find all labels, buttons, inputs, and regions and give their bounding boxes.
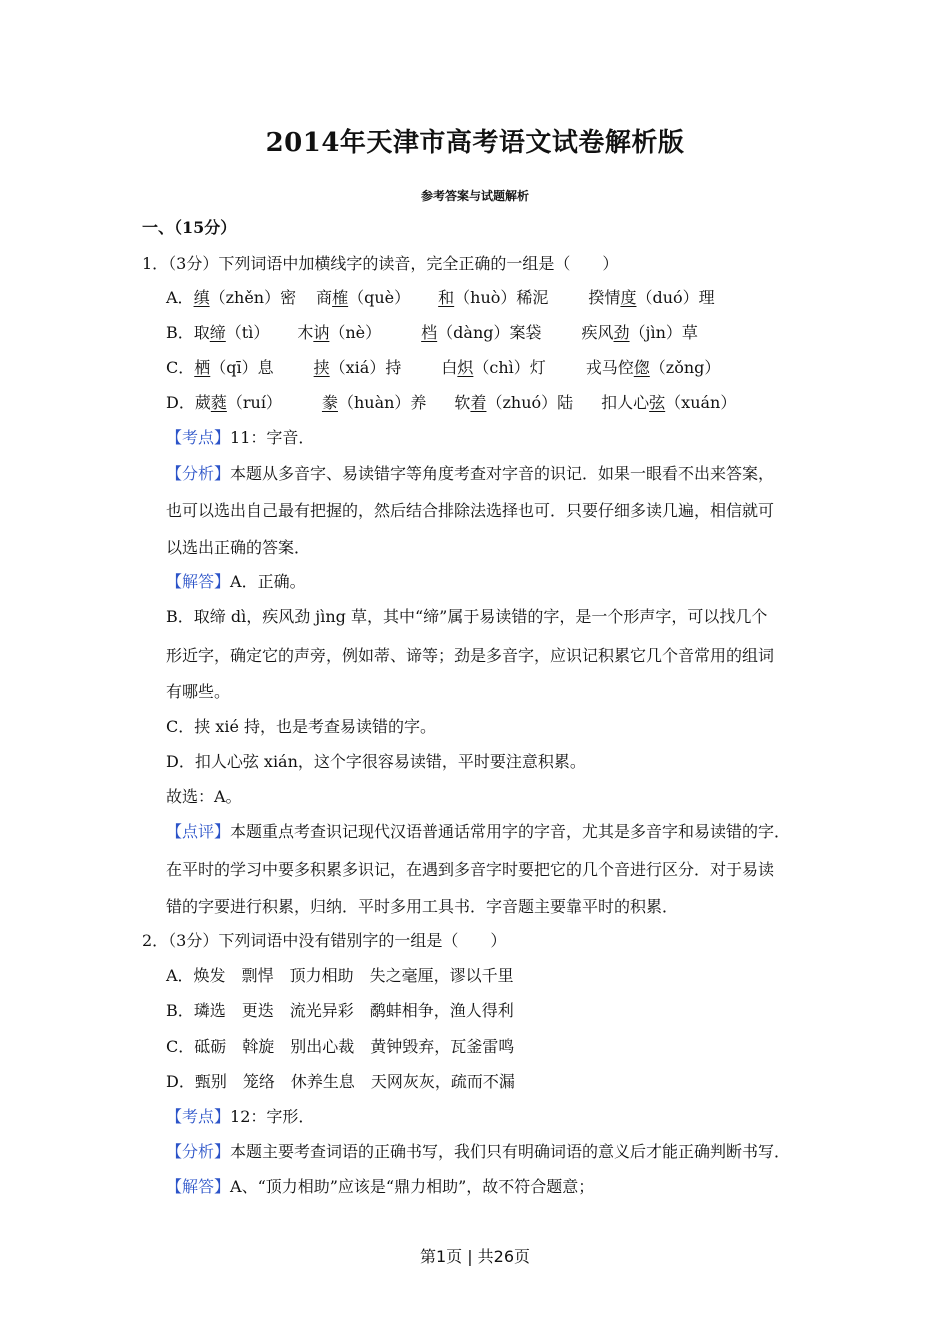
marked-char: 弦 xyxy=(649,393,666,412)
option-text: （chì）灯 xyxy=(473,358,546,377)
option-text: （ruí） xyxy=(226,393,282,412)
marked-char: 度 xyxy=(620,288,637,307)
fenxi-tag: 【分析】 xyxy=(166,1142,231,1161)
q1-option-b[interactable] xyxy=(166,323,698,343)
page-footer: 第1页 | 共26页 xyxy=(419,1247,531,1266)
fenxi-text: 本题从多音字、易读错字等角度考查对字音的识记．如果一眼看不出来答案， xyxy=(230,464,775,483)
q2-option-d[interactable] xyxy=(166,1072,515,1092)
q1-explain-b-line-2: 形近字，确定它的声旁，例如蒂、谛等；劲是多音字，应识记积累它几个音常用的组词 xyxy=(166,646,775,665)
option-text: 戎马倥 xyxy=(585,358,634,377)
marked-char: 和 xyxy=(438,288,455,307)
option-text: B．璘选 xyxy=(166,1001,226,1020)
q1-kaodian xyxy=(166,428,314,448)
option-text: （huò）稀泥 xyxy=(454,288,549,307)
option-text: 天网灰灰，疏而不漏 xyxy=(370,1072,515,1091)
option-text: 木 xyxy=(297,323,314,342)
jieda-text: A．正确。 xyxy=(230,572,306,591)
option-text: 软 xyxy=(454,393,471,412)
option-text: （zhuó）陆 xyxy=(486,393,574,412)
option-text: （què） xyxy=(348,288,411,307)
option-text: 别出心裁 xyxy=(290,1037,355,1056)
dianping-tag: 【点评】 xyxy=(166,822,231,841)
q1-fenxi-line-2: 也可以选出自己最有把握的，然后结合排除法选择也可．只要仔细多读几遍，相信就可 xyxy=(166,501,775,520)
option-text: 商 xyxy=(316,288,333,307)
q1-explain-b-line-1: B．取缔 dì，疾风劲 jìng 草，其中“缔”属于易读错的字，是一个形声字，可以找几个 xyxy=(166,607,768,626)
marked-char: 榷 xyxy=(332,288,349,307)
q1-dianping-line-2: 在平时的学习中要多积累多识记，在遇到多音字时要把它的几个音进行区分．对于易读 xyxy=(166,860,775,879)
option-text: （duó）理 xyxy=(636,288,715,307)
marked-char: 挟 xyxy=(313,358,330,377)
q1-fenxi xyxy=(166,464,774,484)
marked-char: 缔 xyxy=(209,323,226,342)
q2-option-c[interactable] xyxy=(166,1037,514,1057)
q2-jieda xyxy=(166,1177,594,1197)
option-letter: A． xyxy=(166,288,194,307)
q1-explain-d: D．扣人心弦 xián，这个字很容易读错，平时要注意积累。 xyxy=(166,752,586,771)
option-text: B．取 xyxy=(166,323,210,342)
dianping-text: 本题重点考查识记现代汉语普通话常用字的字音，尤其是多音字和易读错的字． xyxy=(230,822,791,841)
option-text: 笼络 xyxy=(242,1072,275,1091)
option-text: 顶力相助 xyxy=(289,966,354,985)
option-text: 鹬蚌相争，渔人得利 xyxy=(369,1001,514,1020)
option-text: 流光异彩 xyxy=(289,1001,354,1020)
option-text: D．葳 xyxy=(166,393,211,412)
option-text: 扣人心 xyxy=(601,393,650,412)
option-text: 疾风 xyxy=(581,323,614,342)
page-title: 2014年天津市高考语文试卷解析版 xyxy=(265,128,685,158)
q1-option-a[interactable] xyxy=(166,288,715,308)
option-text: （qī）息 xyxy=(210,358,274,377)
option-text: 黄钟毁弃，瓦釜雷鸣 xyxy=(370,1037,515,1056)
q1-jieda xyxy=(166,572,306,592)
option-text: A．焕发 xyxy=(166,966,226,985)
q1-answer: 故选：A。 xyxy=(166,787,242,806)
option-text: （xiá）持 xyxy=(329,358,402,377)
marked-char: 栖 xyxy=(194,358,211,377)
marked-char: 档 xyxy=(421,323,438,342)
kaodian-text: 12：字形． xyxy=(230,1107,315,1126)
option-text: 白 xyxy=(441,358,458,377)
option-text: （zǒng） xyxy=(649,358,721,377)
option-text: （xuán） xyxy=(665,393,737,412)
marked-char: 着 xyxy=(470,393,487,412)
option-text: （nè） xyxy=(329,323,382,342)
option-text: （tì） xyxy=(225,323,270,342)
option-text: （huàn）养 xyxy=(337,393,427,412)
marked-char: 劲 xyxy=(613,323,630,342)
page-subtitle: 参考答案与试题解析 xyxy=(420,189,529,203)
kaodian-tag: 【考点】 xyxy=(166,428,231,447)
q1-option-c[interactable] xyxy=(166,358,720,378)
option-text: D．甄别 xyxy=(166,1072,227,1091)
jieda-tag: 【解答】 xyxy=(166,572,231,591)
option-text: C．砥砺 xyxy=(166,1037,227,1056)
option-text: 更迭 xyxy=(241,1001,274,1020)
option-text: 失之毫厘，谬以千里 xyxy=(369,966,514,985)
option-letter: C． xyxy=(166,358,195,377)
kaodian-tag: 【考点】 xyxy=(166,1107,231,1126)
marked-char: 蕤 xyxy=(210,393,227,412)
marked-char: 偬 xyxy=(633,358,650,377)
option-text: （dàng）案袋 xyxy=(437,323,542,342)
question-2-stem: 2．（3分）下列词语中没有错别字的一组是（ ） xyxy=(142,931,507,950)
q1-dianping xyxy=(166,822,790,842)
option-text: （zhěn）密 xyxy=(209,288,297,307)
option-text: 剽悍 xyxy=(241,966,274,985)
option-text: 揆情 xyxy=(588,288,621,307)
option-text: 休养生息 xyxy=(290,1072,355,1091)
fenxi-text: 本题主要考查词语的正确书写，我们只有明确词语的意义后才能正确判断书写． xyxy=(230,1142,791,1161)
q1-fenxi-line-3: 以选出正确的答案． xyxy=(166,538,311,557)
jieda-tag: 【解答】 xyxy=(166,1177,231,1196)
fenxi-tag: 【分析】 xyxy=(166,464,231,483)
q1-option-d[interactable] xyxy=(166,393,736,413)
q2-option-b[interactable] xyxy=(166,1001,514,1021)
question-1-stem: 1．（3分）下列词语中加横线字的读音，完全正确的一组是（ ） xyxy=(142,254,619,273)
q1-dianping-line-3: 错的字要进行积累，归纳．平时多用工具书．字音题主要靠平时的积累． xyxy=(166,897,679,916)
option-text: （jìn）草 xyxy=(629,323,698,342)
option-text: 斡旋 xyxy=(242,1037,275,1056)
marked-char: 炽 xyxy=(457,358,474,377)
marked-char: 讷 xyxy=(313,323,330,342)
marked-char: 豢 xyxy=(321,393,338,412)
q2-fenxi xyxy=(166,1142,790,1162)
marked-char: 缜 xyxy=(193,288,210,307)
q2-option-a[interactable] xyxy=(166,966,514,986)
q1-explain-c: C．挟 xié 持，也是考查易读错的字。 xyxy=(166,717,437,736)
q1-explain-b-line-3: 有哪些。 xyxy=(166,682,231,701)
q2-kaodian xyxy=(166,1107,314,1127)
jieda-text: A、“顶力相助”应该是“鼎力相助”，故不符合题意； xyxy=(230,1177,595,1196)
kaodian-text: 11：字音． xyxy=(230,428,315,447)
section-heading: 一、（15分） xyxy=(142,218,237,237)
